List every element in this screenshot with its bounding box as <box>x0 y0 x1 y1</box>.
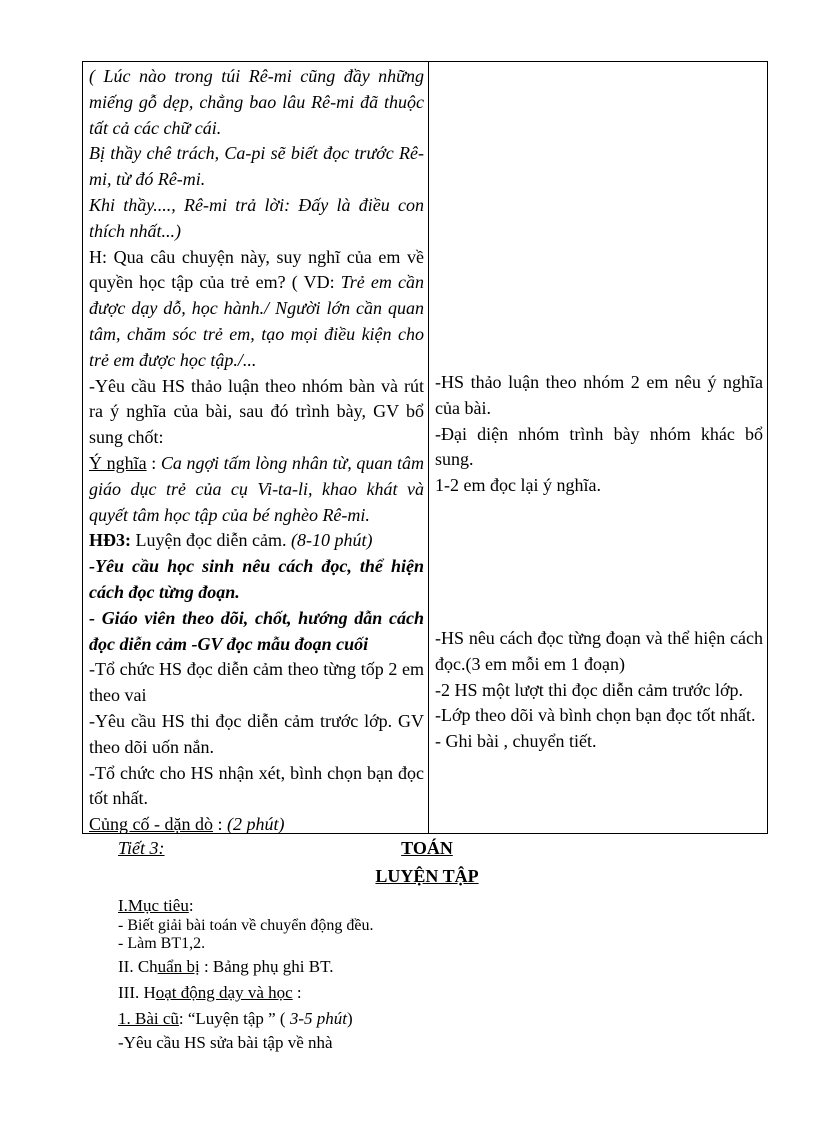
story-summary-3: Khi thầy...., Rê-mi trả lời: Đấy là điều con thích nhất...) <box>89 194 424 241</box>
group-reading-instruction: -Tổ chức HS đọc diễn cảm theo từng tốp 2 em theo vai <box>89 659 424 706</box>
story-summary-1: ( Lúc nào trong túi Rê-mi cũng đầy những miếng gỗ dẹp, chẳng bao lâu Rê-mi đã thuộc tất cả các chữ cái. <box>89 66 424 138</box>
activities-heading: III. Hoạt động dạy và học : <box>118 983 302 1002</box>
student-activity: - Ghi bài , chuyển tiết. <box>435 731 597 752</box>
student-activity: 1-2 em đọc lại ý nghĩa. <box>435 475 601 496</box>
objective-item: - Biết giải bài toán về chuyển động đều. <box>118 917 374 934</box>
closing-heading: Củng cố - dặn dò : (2 phút) <box>89 814 285 835</box>
objective-item: - Làm BT1,2. <box>118 935 206 952</box>
reading-contest-instruction: -Yêu cầu HS thi đọc diễn cảm trước lớp. GV theo dõi uốn nắn. <box>89 710 424 757</box>
lesson-meaning: Ý nghĩa : Ca ngợi tấm lòng nhân từ, quan tâm giáo dục trẻ của cụ Vi-ta-li, khao khát và quyết tâm học tập của bé nghèo Rê-mi. <box>89 452 424 525</box>
story-summary-2: Bị thầy chê trách, Ca-pi sẽ biết đọc trước Rê-mi, từ đó Rê-mi. <box>89 143 424 190</box>
student-activity: -HS thảo luận theo nhóm 2 em nêu ý nghĩa của bài. <box>435 372 763 418</box>
old-lesson-line: 1. Bài cũ: “Luyện tập ” ( 3-5 phút) <box>118 1009 353 1028</box>
student-activity: -Lớp theo dõi và bình chọn bạn đọc tốt nhất. <box>435 705 756 726</box>
discussion-question: H: Qua câu chuyện này, suy nghĩ của em về quyền học tập của trẻ em? ( VD: Trẻ em cần được dạy dỗ, học hành./ Người lớn cần quan tâm, chăm sóc trẻ em, tạo mọi điều kiện cho trẻ em được học tập./... <box>89 246 424 370</box>
subject-title: TOÁN <box>401 838 453 858</box>
student-discussion-block <box>435 370 763 499</box>
lesson-number: Tiết 3: <box>118 838 165 858</box>
student-activity: -Đại diện nhóm trình bày nhóm khác bổ sung. <box>435 423 763 470</box>
teacher-guidance: - Giáo viên theo dõi, chốt, hướng dẫn cách đọc diễn cảm -GV đọc mẫu đoạn cuối <box>89 607 424 654</box>
student-activity: -HS nêu cách đọc từng đoạn và thể hiện cách đọc.(3 em mỗi em 1 đoạn) <box>435 627 763 674</box>
reading-method-instruction: -Yêu cầu học sinh nêu cách đọc, thể hiện cách đọc từng đoạn. <box>89 556 424 602</box>
lesson-plan-table <box>82 61 768 834</box>
peer-review-instruction: -Tổ chức cho HS nhận xét, bình chọn bạn đọc tốt nhất. <box>89 762 424 809</box>
activity-3-heading: HĐ3: Luyện đọc diễn cảm. (8-10 phút) <box>89 530 373 551</box>
student-reading-block <box>435 626 763 755</box>
objectives-heading: I.Mục tiêu: <box>118 896 194 915</box>
lesson-title: LUYỆN TẬP <box>375 866 479 886</box>
student-activities-column <box>429 62 767 833</box>
student-activity: -2 HS một lượt thi đọc diễn cảm trước lớp. <box>435 679 744 700</box>
teacher-activities-column <box>83 62 429 833</box>
group-discussion-instruction: -Yêu cầu HS thảo luận theo nhóm bàn và rút ra ý nghĩa của bài, sau đó trình bày, GV bổ sung chốt: <box>89 375 424 448</box>
homework-check-line: -Yêu cầu HS sửa bài tập về nhà <box>118 1033 333 1052</box>
preparation-line: II. Chuẩn bị : Bảng phụ ghi BT. <box>118 957 334 976</box>
